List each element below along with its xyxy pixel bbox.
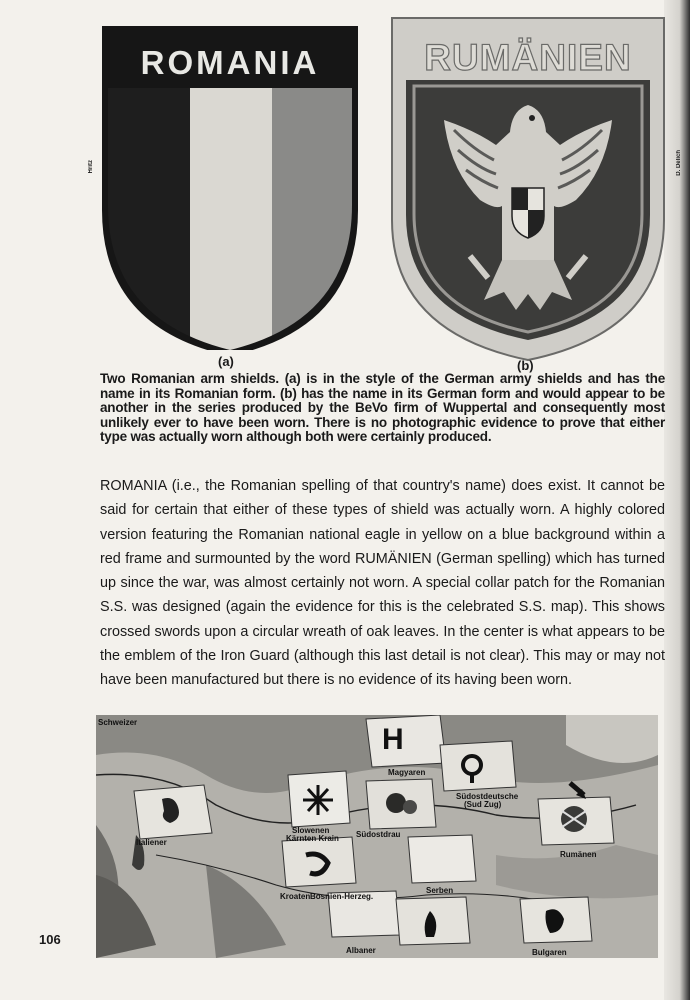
shield-b-text: RUMÄNIEN bbox=[424, 37, 632, 78]
patch-kaernten bbox=[366, 779, 436, 829]
map-label-italiener: Italiener bbox=[136, 838, 167, 847]
map-label-suedostdeutsche: Südostdeutsche bbox=[456, 792, 519, 801]
credit-delich: D. Delich bbox=[676, 150, 682, 176]
svg-text:H: H bbox=[382, 723, 404, 756]
map-label-magyaren: Magyaren bbox=[388, 768, 426, 777]
map-label-schweizer: Schweizer bbox=[98, 718, 138, 727]
map-label-kroaten: Kroaten bbox=[280, 892, 311, 901]
patch-kroaten bbox=[282, 837, 356, 887]
patch-magyaren bbox=[366, 715, 446, 767]
label-a: (a) bbox=[218, 354, 234, 369]
map-label-serben: Serben bbox=[426, 886, 454, 895]
credit-hritz: Hritz bbox=[88, 160, 94, 174]
map-label-albaner: Albaner bbox=[346, 946, 376, 955]
body-paragraph: ROMANIA (i.e., the Romanian spelling of that country's name) does exist. It cannot be said for certain that either of these types of shield was actually worn. A highly colored version featuring the Romanian national eagle in yellow on a blue background within a red frame and surmounted by the word RUMÄNIEN (German spelling) which has turned up since the war, was almost certainly not worn. A special collar patch for the Romanian S.S. was designed (again the evidence for this is the celebrated S.S. map). This shows crossed swords upon a circular wreath of oak leaves. In the center is what appears to be the emblem of the Iron Guard (although this last detail is not clear). This may or may not have been manufactured but there is no evidence of its having been worn. bbox=[100, 478, 665, 689]
figure-caption: Two Romanian arm shields. (a) is in the style of the German army shields and has the name in its Romanian form. (b) has the name in its German form and would appear to be another in the series produced by the BeVo firm of Wuppertal and consequently most unlikely ever to have been worn. There is no photographic evidence to prove that either type was actually worn although both were certainly produced. bbox=[100, 371, 665, 444]
patch-suedostdeutsche bbox=[440, 741, 516, 791]
map-label-rumaenen: Rumänen bbox=[560, 850, 597, 859]
map-label-sued-zug: (Sud Zug) bbox=[464, 800, 502, 809]
map-label-kaernten: Kärnten Krain bbox=[286, 834, 339, 843]
figure-a-romania-shield bbox=[96, 20, 366, 350]
patch-albaner bbox=[396, 897, 470, 945]
label-b: (b) bbox=[517, 358, 534, 373]
map-label-suedostdrau: Südostdrau bbox=[356, 830, 401, 839]
patch-slowenen bbox=[288, 771, 350, 827]
map-label-bulgaren: Bulgaren bbox=[532, 948, 567, 957]
breast-shield-icon bbox=[512, 188, 544, 238]
patch-italiener bbox=[134, 785, 212, 839]
romania-shield-image bbox=[96, 20, 366, 350]
map-label-bosnien: Bosnien-Herzeg. bbox=[310, 892, 374, 901]
patch-serben bbox=[408, 835, 476, 883]
ss-map-photo bbox=[96, 715, 658, 958]
map-label-slowenen: Slowenen bbox=[292, 826, 330, 835]
figure-b-rumaenien-shield bbox=[384, 10, 672, 362]
page-number: 106 bbox=[39, 932, 61, 947]
patch-bulgaren bbox=[520, 897, 592, 943]
rumaenien-shield-image bbox=[384, 10, 672, 362]
ss-map-image bbox=[96, 715, 658, 958]
shield-a-text: ROMANIA bbox=[140, 44, 320, 81]
